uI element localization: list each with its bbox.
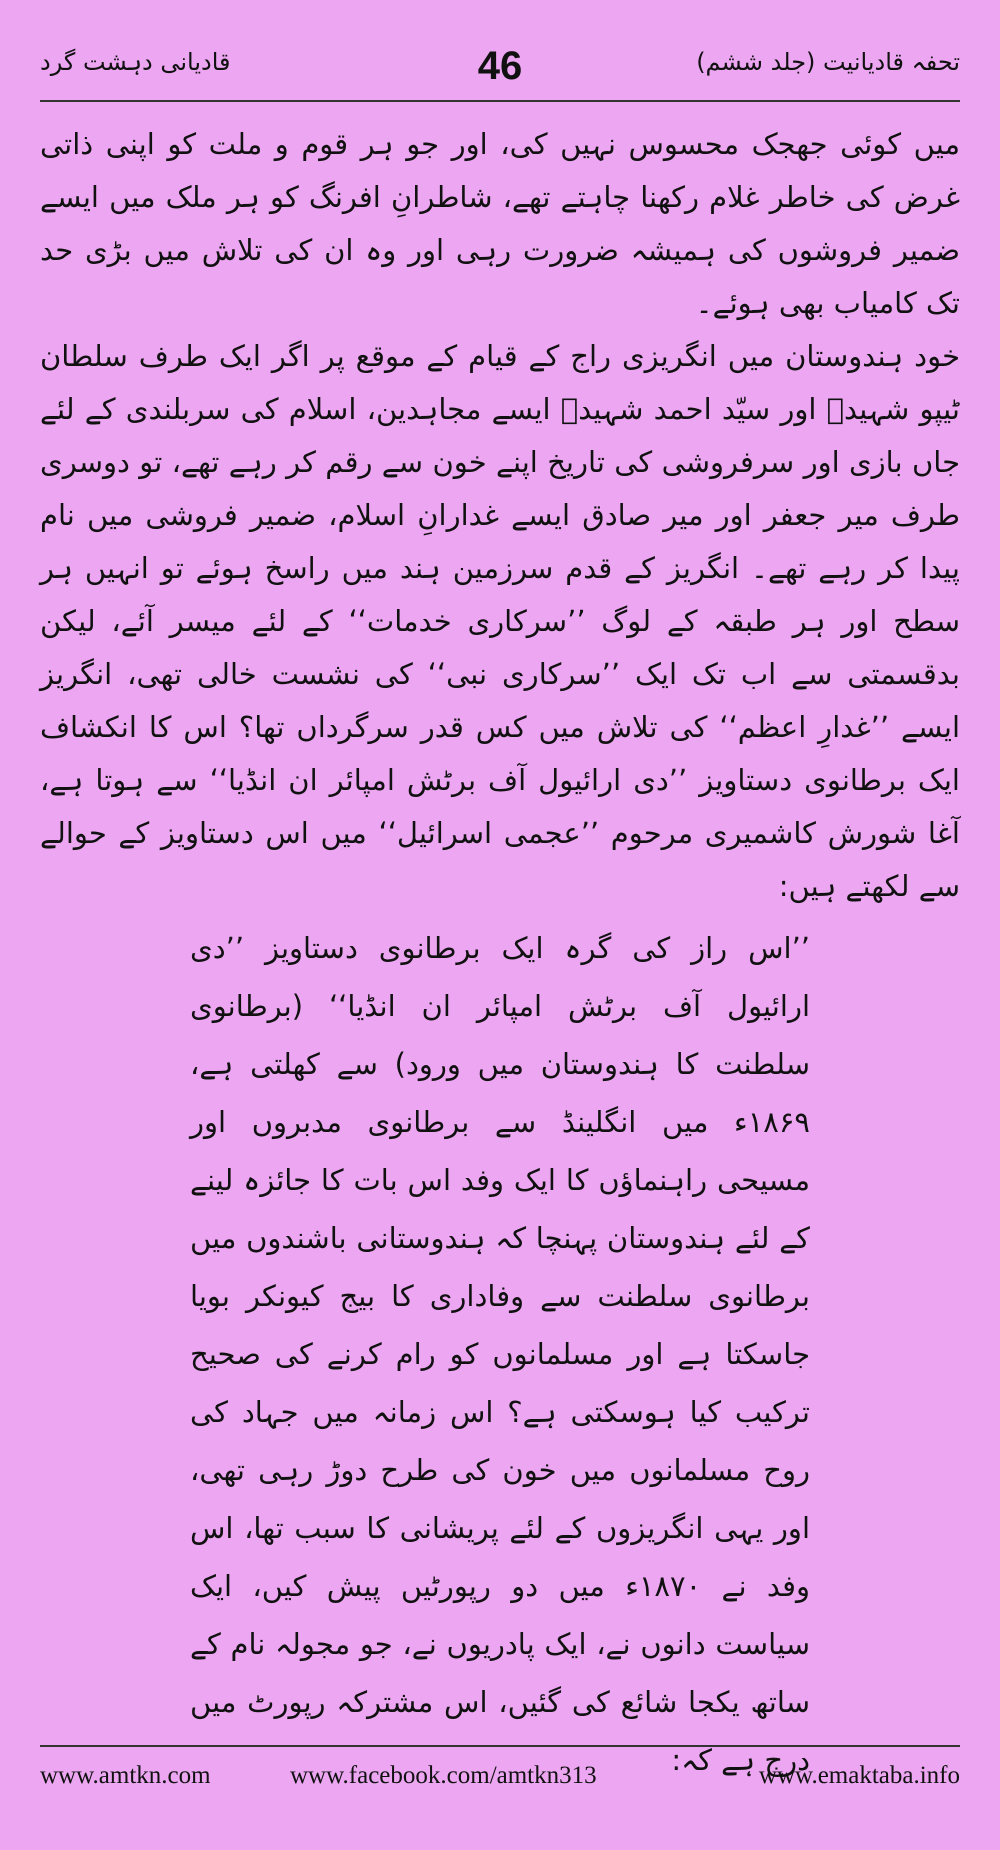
header-book-title: تحفہ قادیانیت (جلد ششم) [696,48,960,76]
page-number: 46 [477,44,523,88]
footer-link-facebook[interactable]: www.facebook.com/amtkn313 [290,1762,597,1789]
footer-link-emaktaba[interactable]: www.emaktaba.info [758,1762,960,1789]
footer-link-amtkn[interactable]: www.amtkn.com [40,1762,211,1789]
body-paragraph-1: میں کوئی جھجک محسوس نہیں کی، اور جو ہر قوم و ملت کو اپنی ذاتی غرض کی خاطر غلام رکھنا چاہتے تھے، شاطرانِ افرنگ کو ہر ملک میں ایسے ضمیر فروشوں کی ہمیشہ ضرورت رہی اور وہ ان کی تلاش میں بڑی حد تک کامیاب بھی ہوئے۔ [40,127,960,320]
body-paragraph-2: خود ہندوستان میں انگریزی راج کے قیام کے موقع پر اگر ایک طرف سلطان ٹیپو شہیدؒ اور سیّد احمد شہیدؒ ایسے مجاہدین، اسلام کی سربلندی کے لئے جاں بازی اور سرفروشی کی تاریخ اپنے خون سے رقم کر رہے تھے، تو دوسری طرف میر جعفر اور میر صادق ایسے غدارانِ اسلام، ضمیر فروشی میں نام پیدا کر رہے تھے۔ انگریز کے قدم سرزمین ہند میں راسخ ہوئے تو انہیں ہر سطح اور ہر طبقہ کے لوگ ’’سرکاری خدمات‘‘ کے لئے میسر آئے، لیکن بدقسمتی سے اب تک ایک ’’سرکاری نبی‘‘ کی نشست خالی تھی، انگریز ایسے ’’غدارِ اعظم‘‘ کی تلاش میں کس قدر سرگرداں تھا؟ اس کا انکشاف ایک برطانوی دستاویز ’’دی ارائیول آف برٹش امپائر ان انڈیا‘‘ سے ہوتا ہے، آغا شورش کاشمیری مرحوم ’’عجمی اسرائیل‘‘ میں اس دستاویز کے حوالے سے لکھتے ہیں: [40,339,960,903]
footer-divider [40,1745,960,1747]
page-footer [40,1762,960,1802]
page-header [40,40,960,100]
block-quote: ’’اس راز کی گرہ ایک برطانوی دستاویز ’’دی ارائیول آف برٹش امپائر ان انڈیا‘‘ (برطانوی سلطنت کا ہندوستان میں ورود) سے کھلتی ہے، ۱۸۶۹ء میں انگلینڈ سے برطانوی مدبروں اور مسیحی راہنماؤں کا ایک وفد اس بات کا جائزہ لینے کے لئے ہندوستان پہنچا کہ ہندوستانی باشندوں میں برطانوی سلطنت سے وفاداری کا بیج کیونکر بویا جاسکتا ہے اور مسلمانوں کو رام کرنے کی صحیح ترکیب کیا ہوسکتی ہے؟ اس زمانہ میں جہاد کی روح مسلمانوں میں خون کی طرح دوڑ رہی تھی، اور یہی انگریزوں کے لئے پریشانی کا سبب تھا، اس وفد نے ۱۸۷۰ء میں دو رپورٹیں پیش کیں، ایک سیاست دانوں نے، ایک پادریوں نے، جو مجولہ نام کے ساتھ یکجا شائع کی گئیں، اس مشترکہ رپورٹ میں درج ہے کہ: [190,931,811,1777]
header-chapter-title: قادیانی دہشت گرد [40,48,231,76]
header-divider [40,100,960,102]
